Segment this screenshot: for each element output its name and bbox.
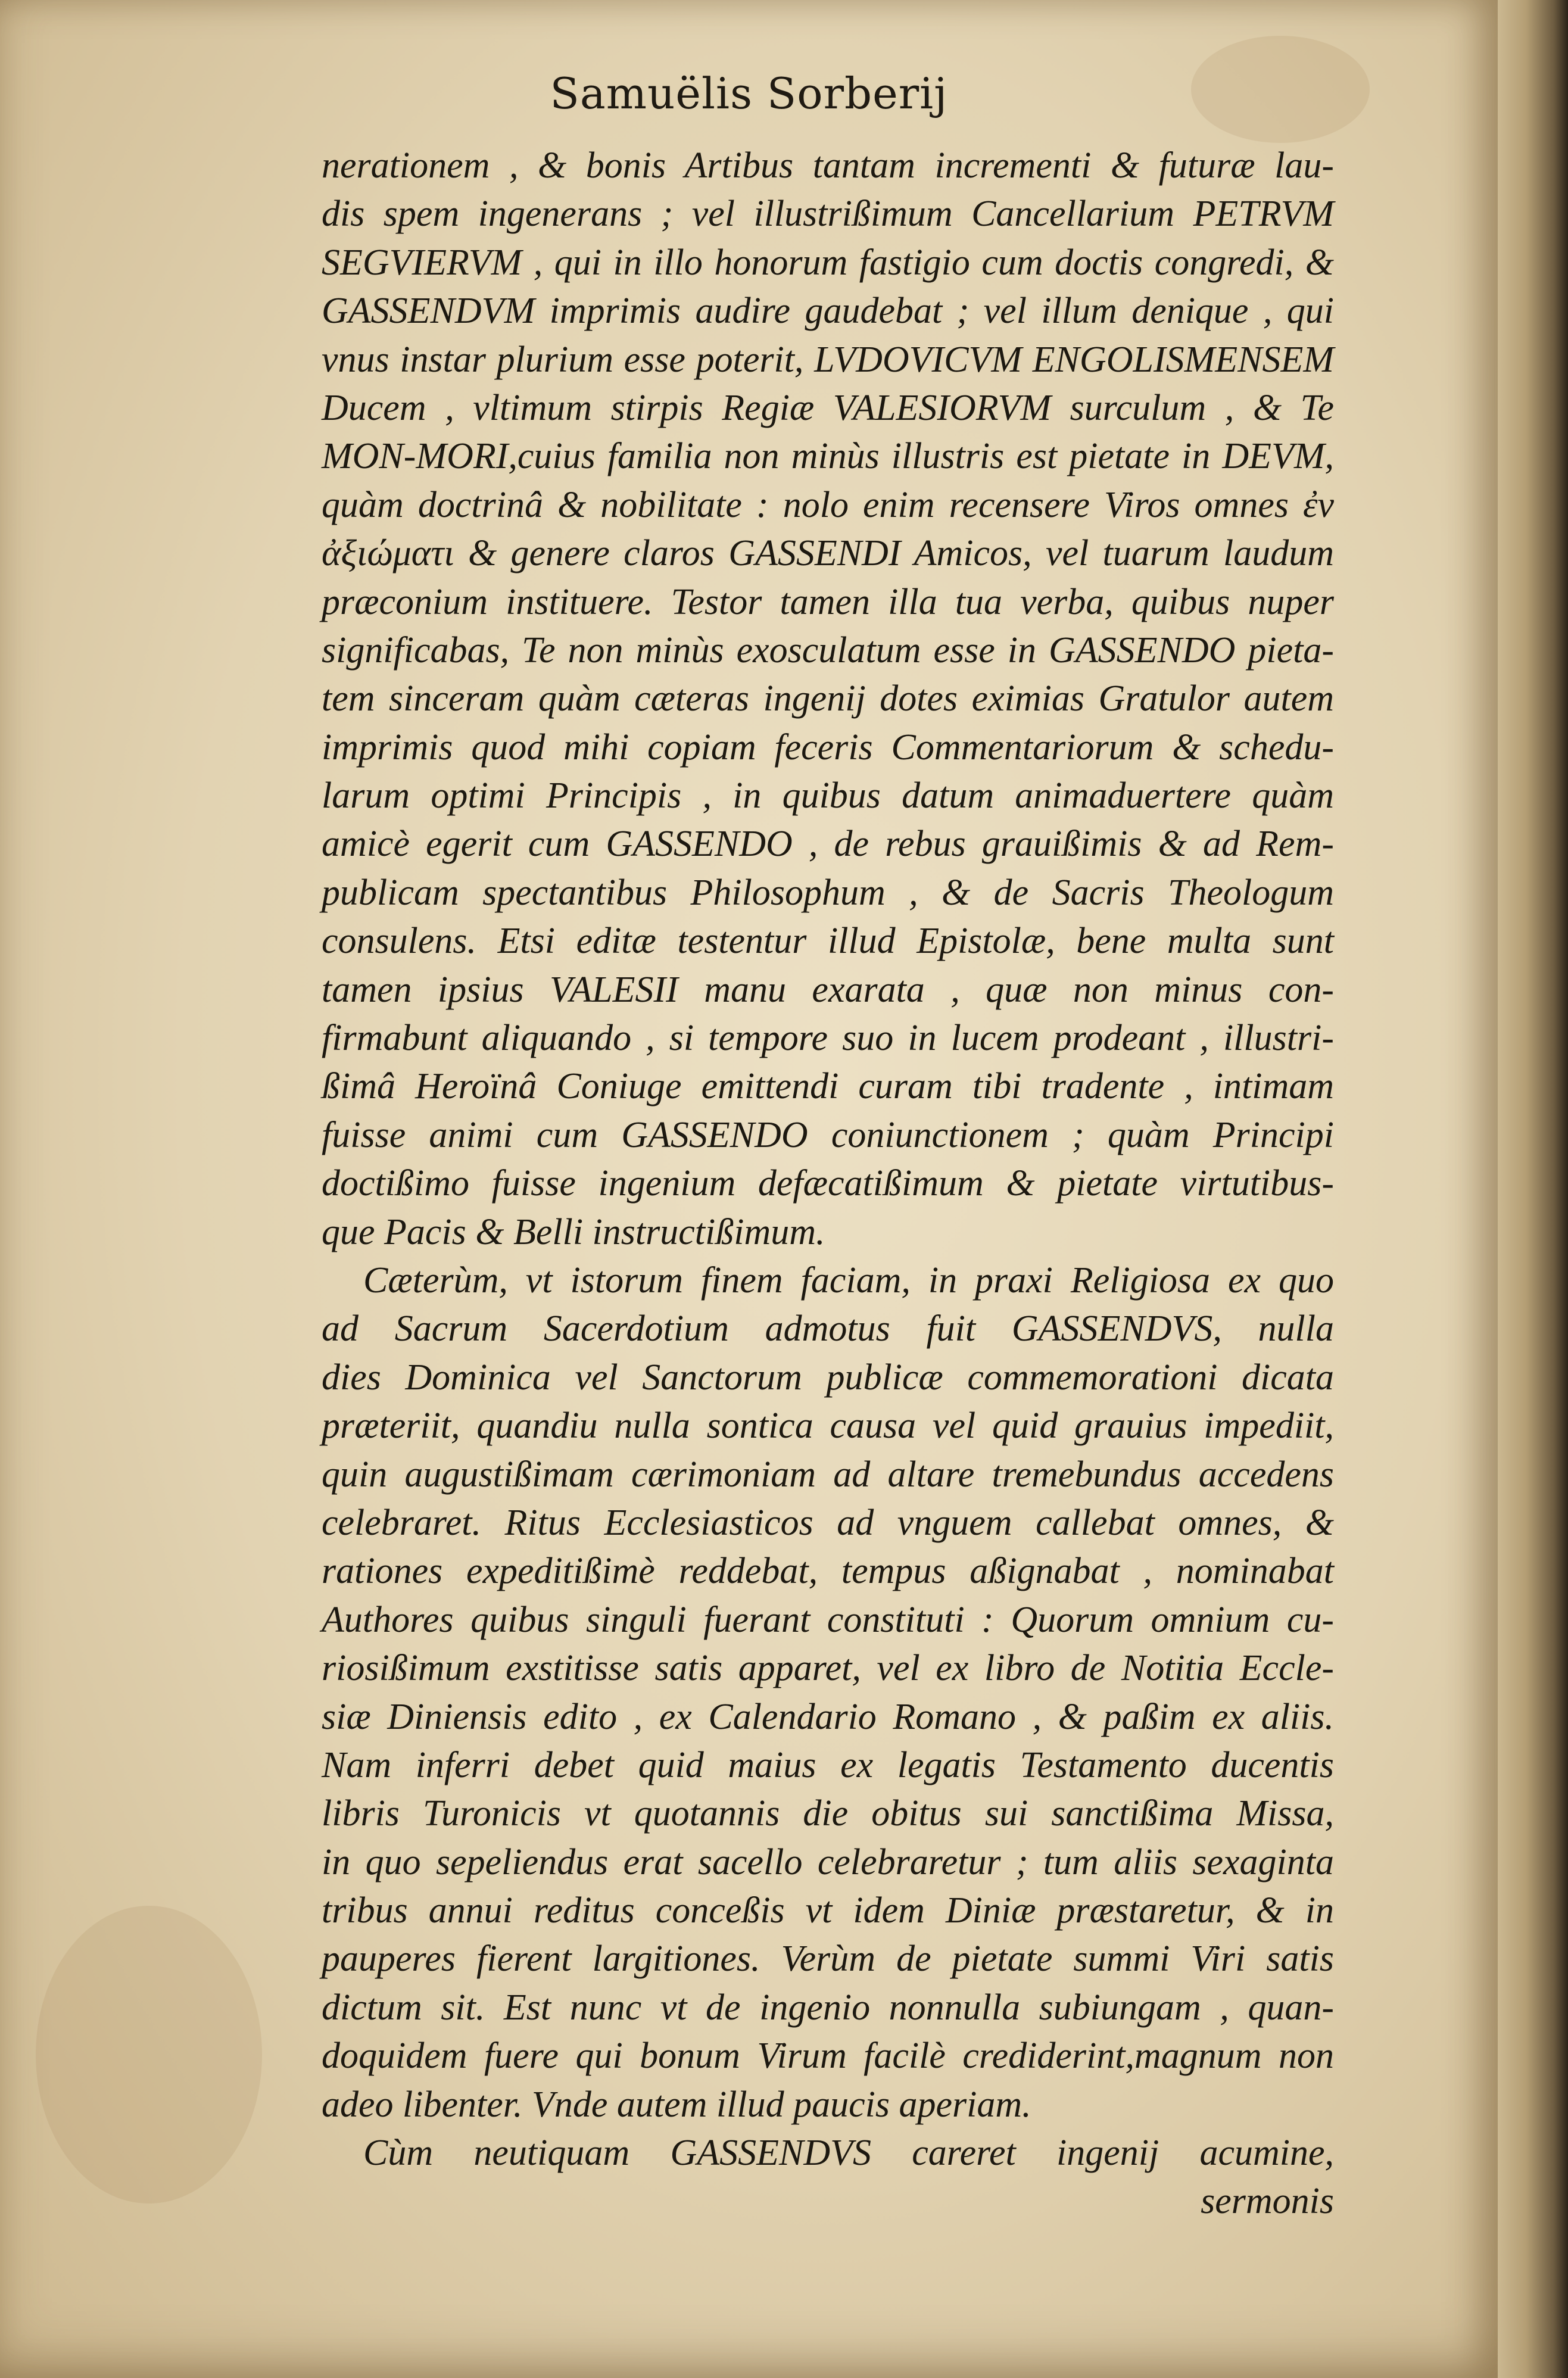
running-head: Samuëlis Sorberij: [550, 68, 948, 119]
text-line: MON-MORI,cuius familia non minùs illustris est pietate in DEVM,: [322, 436, 1334, 477]
text-line: adeo libenter. Vnde autem illud paucis aperiam.: [322, 2084, 1031, 2125]
text-line: tem sinceram quàm cæteras ingenij dotes eximias Gratulor autem: [322, 678, 1334, 719]
text-line: quàm doctrinâ & nobilitate : nolo enim recensere Viros omnes ἐν: [322, 484, 1334, 525]
text-line: dictum sit. Est nunc vt de ingenio nonnulla subiungam , quan-: [322, 1987, 1334, 2028]
text-line: que Pacis & Belli instructißimum.: [322, 1211, 825, 1252]
text-line: riosißimum exstitisse satis apparet, vel ex libro de Notitia Eccle-: [322, 1648, 1334, 1689]
text-line: significabas, Te non minùs exosculatum esse in GASSENDO pieta-: [322, 629, 1334, 671]
text-line: imprimis quod mihi copiam feceris Commentariorum & schedu-: [322, 727, 1334, 768]
text-line: doquidem fuere qui bonum Virum facilè crediderint,magnum non: [322, 2036, 1334, 2077]
text-line: tamen ipsius VALESII manu exarata , quæ non minus con-: [322, 969, 1334, 1010]
text-line: Ducem , vltimum stirpis Regiæ VALESIORVM surculum , & Te: [322, 387, 1334, 428]
text-line: libris Turonicis vt quotannis die obitus sui sanctißima Missa,: [322, 1793, 1334, 1834]
text-line: præteriit, quandiu nulla sontica causa vel quid grauius impediit,: [322, 1405, 1334, 1447]
text-line: amicè egerit cum GASSENDO , de rebus grauißimis & ad Rem-: [322, 824, 1334, 865]
text-line: ἀξιώματι & genere claros GASSENDI Amicos, vel tuarum laudum: [322, 533, 1334, 574]
text-line: vnus instar plurium esse poterit, LVDOVICVM ENGOLISMENSEM: [322, 339, 1334, 380]
text-line: SEGVIERVM , qui in illo honorum fastigio cum doctis congredi, &: [322, 242, 1334, 283]
text-line: tribus annui reditus conceßis vt idem Diniæ præstaretur, & in: [322, 1890, 1334, 1931]
text-line: ßimâ Heroïnâ Coniuge emittendi curam tibi tradente , intimam: [322, 1066, 1334, 1107]
paper-stain: [36, 1906, 262, 2204]
text-line: Nam inferri debet quid maius ex legatis Testamento ducentis: [322, 1744, 1334, 1785]
text-line: siæ Diniensis edito , ex Calendario Romano , & paßim ex aliis.: [322, 1696, 1334, 1737]
text-line: pauperes fierent largitiones. Verùm de pietate summi Viri satis: [322, 1938, 1334, 1980]
text-line: dis spem ingenerans ; vel illustrißimum Cancellarium PETRVM: [322, 194, 1334, 235]
text-line: fuisse animi cum GASSENDO coniunctionem ; quàm Principi: [322, 1114, 1334, 1155]
text-line: in quo sepeliendus erat sacello celebraretur ; tum aliis sexaginta: [322, 1841, 1334, 1883]
text-line: præconium instituere. Testor tamen illa tua verba, quibus nuper: [322, 581, 1334, 622]
catchword: sermonis: [1201, 2181, 1334, 2222]
text-line: publicam spectantibus Philosophum , & de Sacris Theologum: [322, 872, 1334, 913]
text-line: larum optimi Principis , in quibus datum animaduertere quàm: [322, 775, 1334, 816]
text-line: Cæterùm, vt istorum finem faciam, in praxi Religiosa ex quo: [363, 1260, 1334, 1301]
text-line: rationes expeditißimè reddebat, tempus aßignabat , nominabat: [322, 1551, 1334, 1592]
text-line: consulens. Etsi editæ testentur illud Epistolæ, bene multa sunt: [322, 921, 1334, 962]
text-line: Authores quibus singuli fuerant constituti : Quorum omnium cu-: [322, 1599, 1334, 1640]
page-edge: [1498, 0, 1568, 2378]
text-line: GASSENDVM imprimis audire gaudebat ; vel illum denique , qui: [322, 291, 1334, 332]
text-line: dies Dominica vel Sanctorum publicæ commemorationi dicata: [322, 1357, 1334, 1398]
text-line: Cùm neutiquam GASSENDVS careret ingenij acumine,: [363, 2133, 1334, 2174]
text-line: celebraret. Ritus Ecclesiasticos ad vnguem callebat omnes, &: [322, 1502, 1334, 1543]
text-line: doctißimo fuisse ingenium defæcatißimum & pietate virtutibus-: [322, 1163, 1334, 1204]
text-line: quin augustißimam cærimoniam ad altare tremebundus accedens: [322, 1454, 1334, 1495]
body-text: [322, 142, 1334, 2226]
text-line: nerationem , & bonis Artibus tantam incrementi & futuræ lau-: [322, 145, 1334, 186]
text-line: ad Sacrum Sacerdotium admotus fuit GASSENDVS, nulla: [322, 1308, 1334, 1349]
text-line: firmabunt aliquando , si tempore suo in lucem prodeant , illustri-: [322, 1018, 1334, 1059]
